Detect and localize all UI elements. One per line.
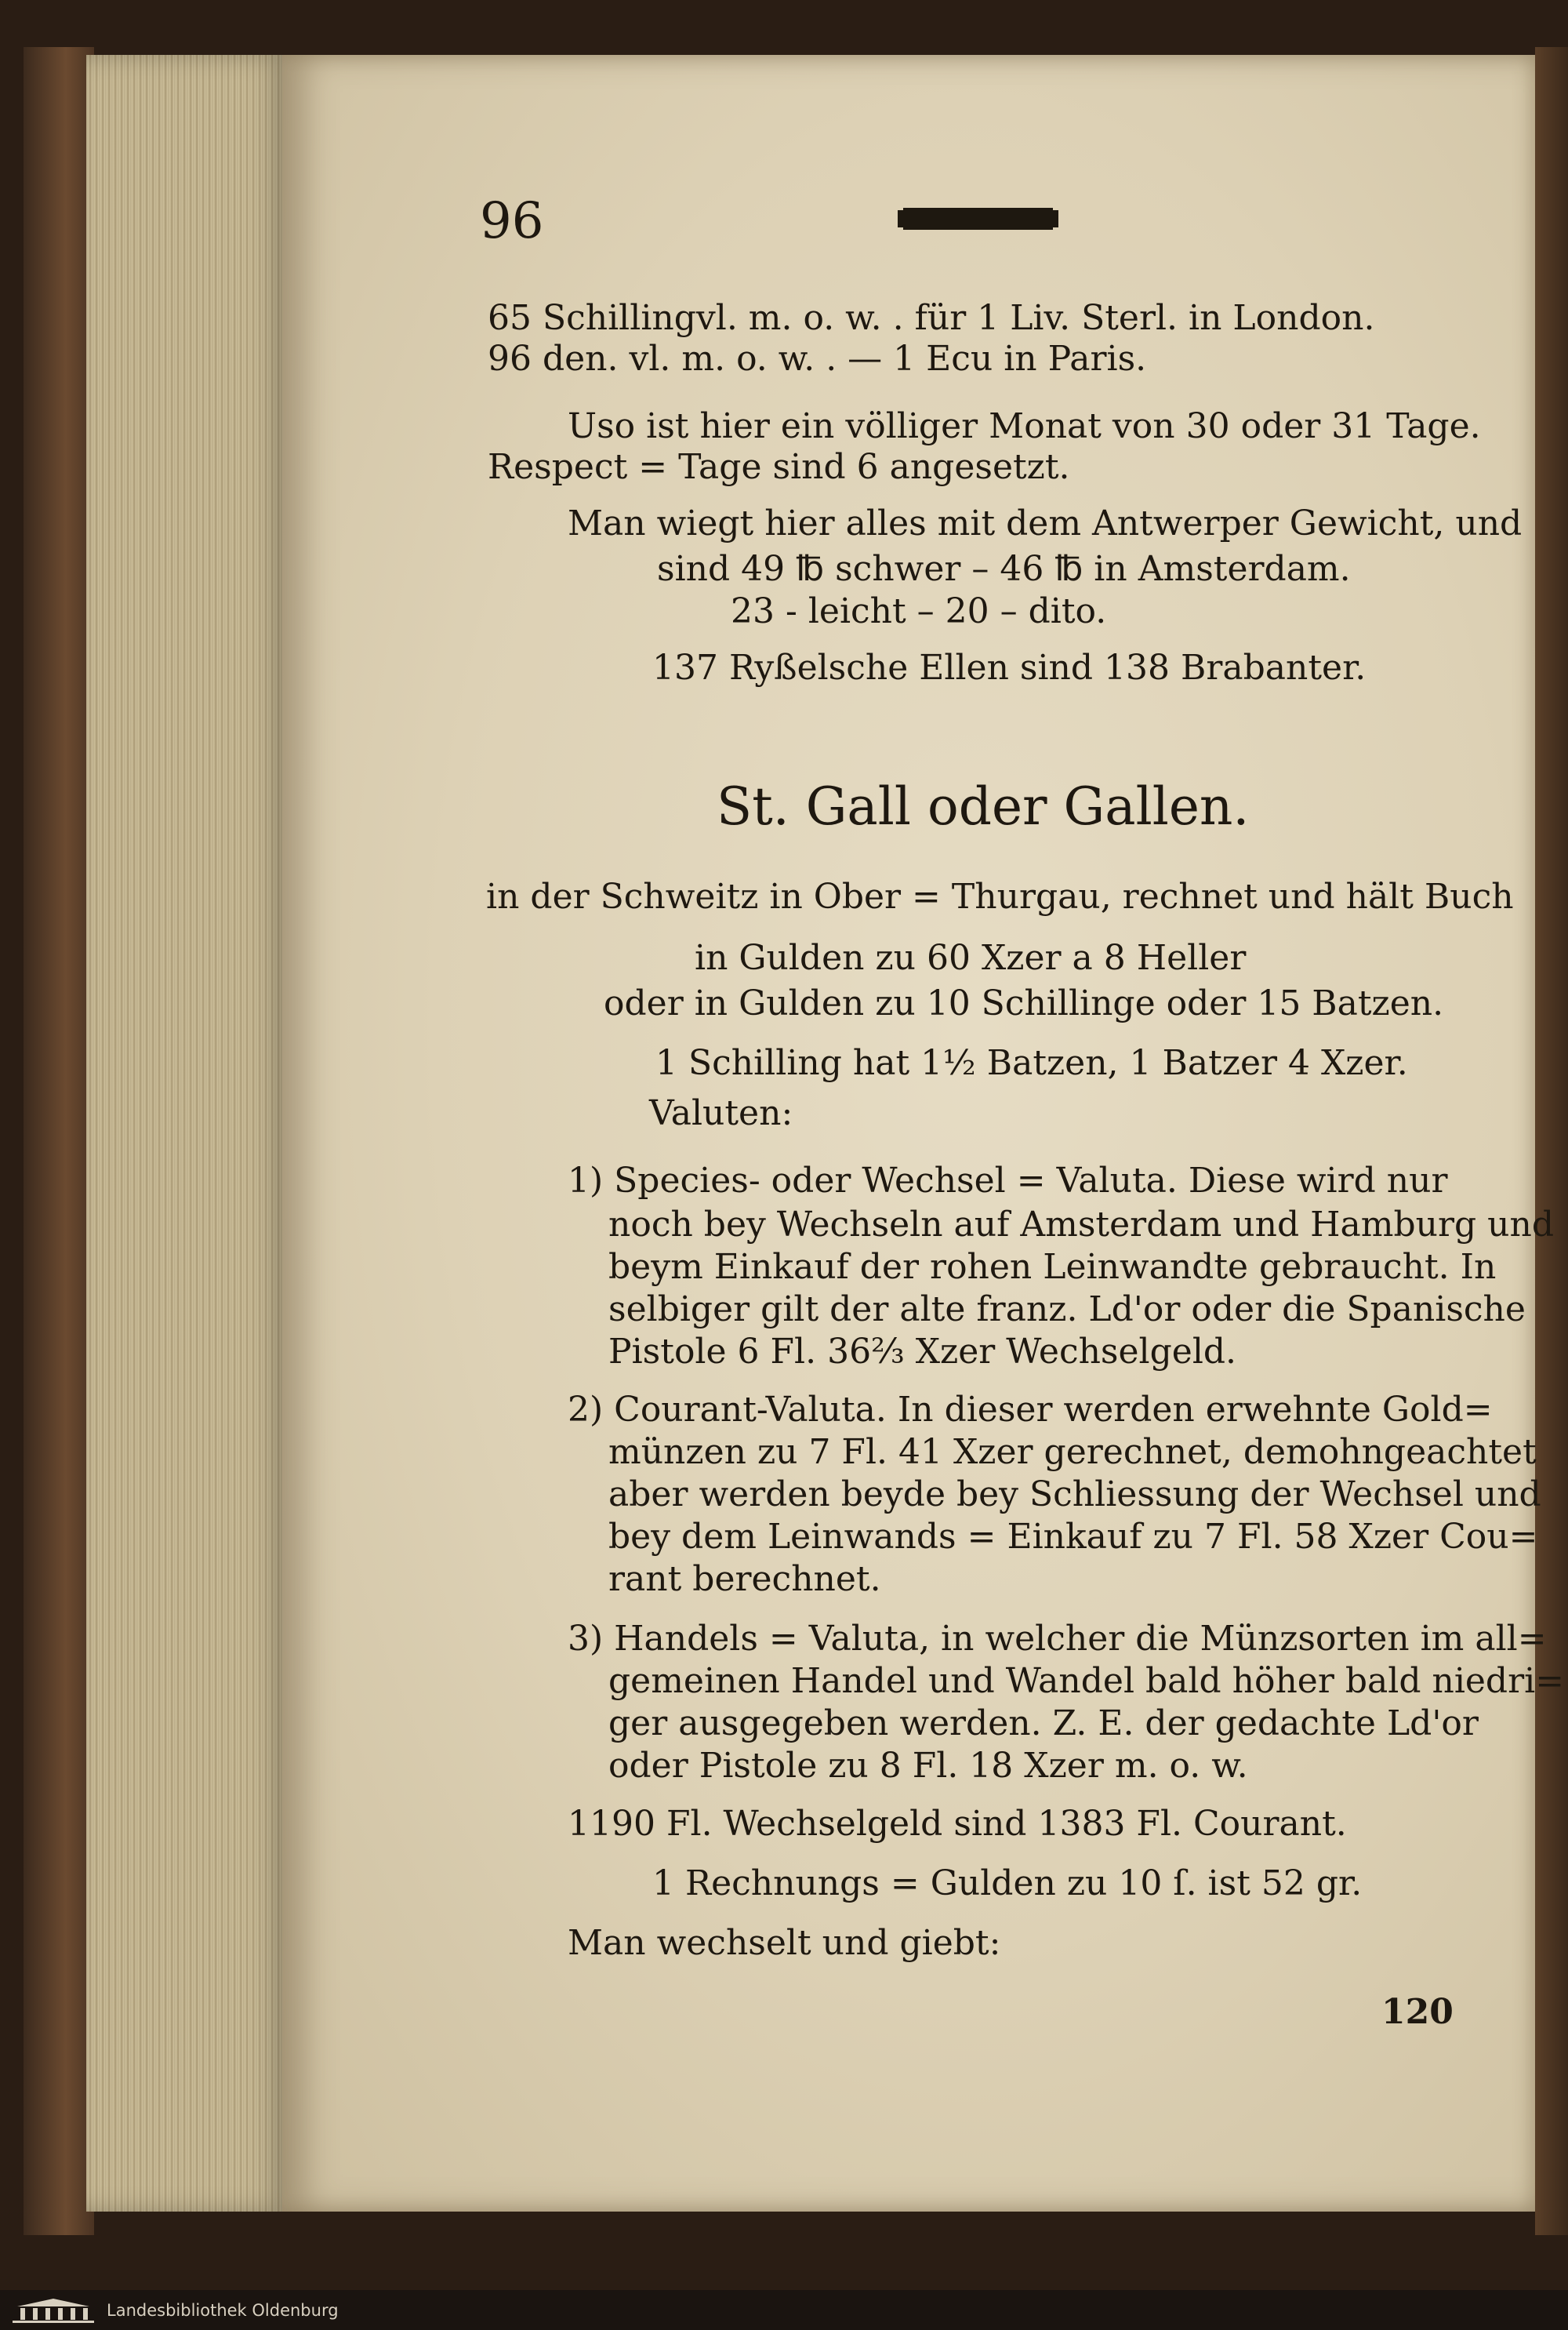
catchword: 120 [1381, 1992, 1454, 2032]
text-line: beym Einkauf der rohen Leinwandte gebraucht. In [608, 1247, 1497, 1287]
text-line: oder Pistole zu 8 Fl. 18 Xzer m. o. w. [608, 1746, 1248, 1786]
text-line: rant berechnet. [608, 1559, 881, 1599]
text-line: 65 Schillingvl. m. o. w. . für 1 Liv. Sterl. in London. [488, 298, 1375, 338]
left-cover [24, 47, 94, 2235]
text-line: 1190 Fl. Wechselgeld sind 1383 Fl. Courant. [568, 1804, 1347, 1844]
text-line: 2) Courant-Valuta. In dieser werden erwehnte Gold= [568, 1390, 1493, 1430]
text-line: sind 49 ℔ schwer – 46 ℔ in Amsterdam. [657, 549, 1351, 589]
right-cover [1535, 47, 1568, 2235]
text-line: ger ausgegeben werden. Z. E. der gedachte Ld'or [608, 1703, 1479, 1743]
header-rule [898, 210, 1058, 227]
page-edges [86, 55, 290, 2212]
text-line: Pistole 6 Fl. 36⅔ Xzer Wechselgeld. [608, 1332, 1237, 1372]
text-line: Respect = Tage sind 6 angesetzt. [488, 447, 1070, 487]
page-number: 96 [480, 192, 544, 250]
library-logo-icon [11, 2297, 96, 2324]
text-line: oder in Gulden zu 10 Schillinge oder 15 Batzen. [604, 983, 1444, 1023]
text-line: münzen zu 7 Fl. 41 Xzer gerechnet, demohngeachtet [608, 1432, 1537, 1472]
text-line: 3) Handels = Valuta, in welcher die Münzsorten im all= [568, 1619, 1547, 1659]
section-heading: St. Gall oder Gallen. [717, 776, 1250, 837]
text-line: noch bey Wechseln auf Amsterdam und Hamburg und [608, 1205, 1554, 1245]
text-line: Valuten: [649, 1093, 793, 1133]
text-line: bey dem Leinwands = Einkauf zu 7 Fl. 58 Xzer Cou= [608, 1517, 1538, 1557]
text-line: Man wiegt hier alles mit dem Antwerper Gewicht, und [568, 503, 1523, 543]
text-line: 96 den. vl. m. o. w. . — 1 Ecu in Paris. [488, 339, 1147, 379]
text-line: aber werden beyde bey Schliessung der Wechsel und [608, 1474, 1541, 1514]
text-line: in Gulden zu 60 Xzer a 8 Heller [695, 938, 1247, 978]
text-line: Uso ist hier ein völliger Monat von 30 oder 31 Tage. [568, 406, 1481, 446]
library-credit: Landesbibliothek Oldenburg [107, 2301, 339, 2320]
text-line: Man wechselt und giebt: [568, 1923, 1001, 1963]
text-line: selbiger gilt der alte franz. Ld'or oder die Spanische [608, 1289, 1526, 1329]
text-line: gemeinen Handel und Wandel bald höher bald niedri= [608, 1661, 1565, 1701]
text-line: 1 Schilling hat 1½ Batzen, 1 Batzer 4 Xzer. [655, 1043, 1408, 1083]
text-line: 1 Rechnungs = Gulden zu 10 ſ. ist 52 gr. [652, 1863, 1363, 1903]
text-line: 1) Species- oder Wechsel = Valuta. Diese wird nur [568, 1161, 1448, 1201]
text-line: 23 - leicht – 20 – dito. [731, 591, 1107, 631]
text-line: 137 Ryßelsche Ellen sind 138 Brabanter. [652, 648, 1367, 688]
text-line: in der Schweitz in Ober = Thurgau, rechnet und hält Buch [486, 877, 1514, 917]
